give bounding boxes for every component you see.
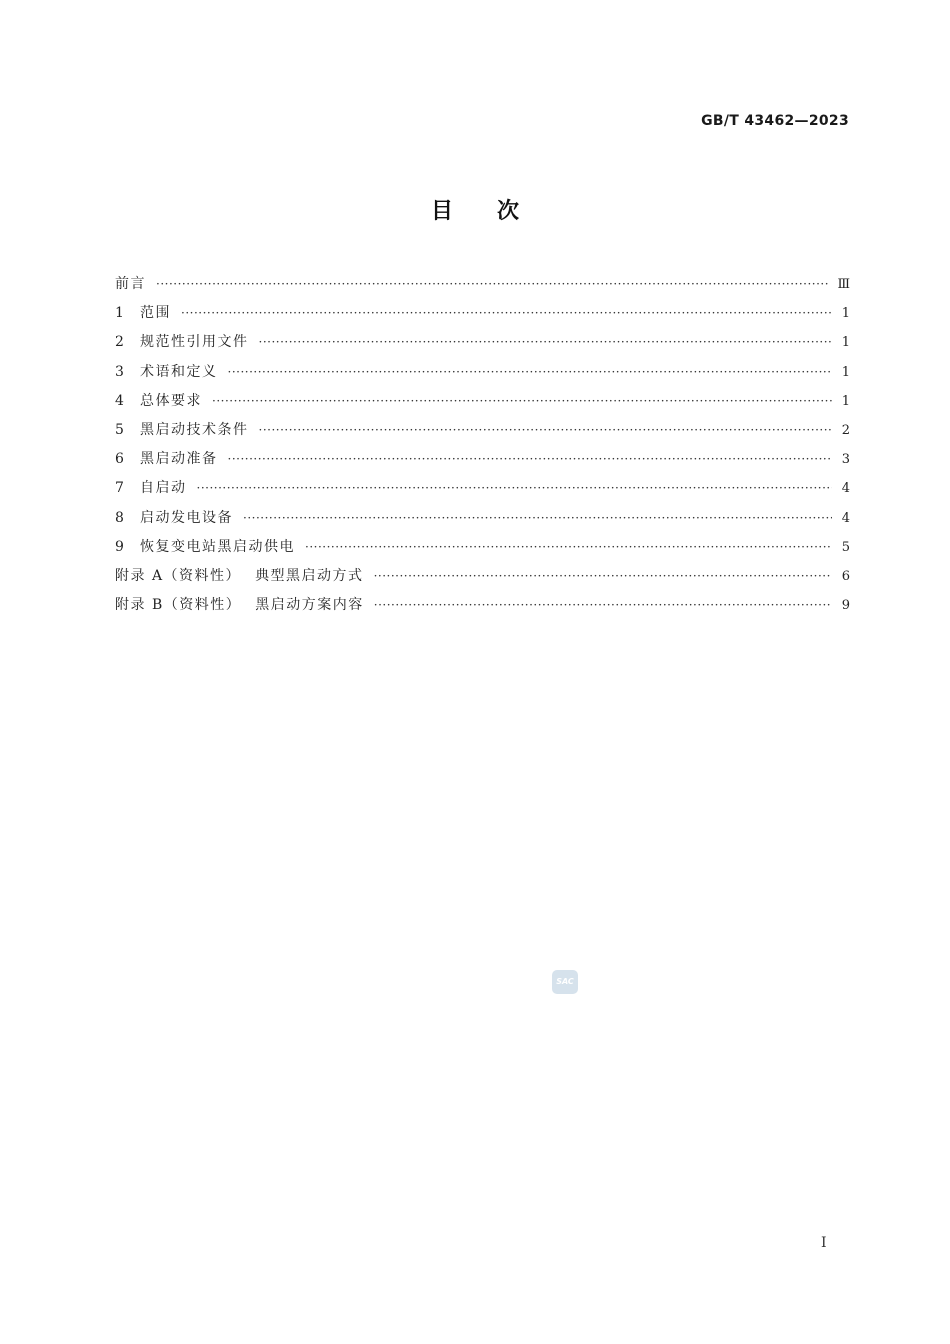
toc-entry-4[interactable] (115, 387, 850, 416)
toc-entry-number: 4 (115, 392, 124, 409)
toc-entry-label: 术语和定义 (140, 363, 218, 380)
toc-entry-foreword[interactable] (115, 270, 850, 299)
toc-entry-label: 规范性引用文件 (140, 334, 249, 351)
toc-leader-dots (228, 358, 833, 387)
toc-entry-1[interactable] (115, 299, 850, 328)
toc-entry-number: 3 (115, 363, 124, 380)
toc-annex-title: 黑启动方案内容 (255, 597, 364, 614)
toc-annex-prefix: 附录 B（资料性） (115, 597, 242, 614)
toc-leader-dots (259, 416, 833, 445)
toc-entry-3[interactable] (115, 358, 850, 387)
toc-entry-annex-a[interactable] (115, 562, 850, 591)
toc-entry-page: 1 (841, 306, 850, 322)
toc-entry-page: 1 (841, 364, 850, 380)
toc-annex-title: 典型黑启动方式 (255, 567, 364, 584)
toc-annex-prefix: 附录 A（资料性） (115, 567, 242, 584)
table-of-contents (115, 270, 850, 620)
toc-entry-6[interactable] (115, 445, 850, 474)
toc-entry-label: 黑启动技术条件 (140, 421, 249, 438)
toc-entry-label: 启动发电设备 (140, 509, 233, 526)
toc-entry-page: 1 (841, 335, 850, 351)
toc-entry-number: 7 (115, 480, 124, 497)
toc-entry-page: 4 (841, 510, 850, 526)
toc-leader-dots (228, 445, 833, 474)
toc-entry-8[interactable] (115, 504, 850, 533)
toc-leader-dots (243, 504, 832, 533)
toc-leader-dots (259, 328, 833, 357)
toc-entry-page: 3 (841, 452, 850, 468)
toc-entry-label: 总体要求 (140, 392, 202, 409)
toc-entry-page: 2 (841, 422, 850, 438)
toc-leader-dots (197, 474, 833, 503)
toc-entry-page: 4 (841, 481, 850, 497)
toc-entry-number: 6 (115, 451, 124, 468)
toc-entry-page: 5 (841, 539, 850, 555)
toc-entry-page: 1 (841, 393, 850, 409)
toc-entry-number: 1 (115, 305, 124, 322)
toc-entry-page: 9 (841, 598, 850, 614)
toc-entry-number: 8 (115, 509, 124, 526)
toc-entry-label (115, 562, 364, 591)
toc-entry-number: 2 (115, 334, 124, 351)
toc-entry-5[interactable] (115, 416, 850, 445)
toc-entry-label: 自启动 (140, 480, 187, 497)
toc-entry-annex-b[interactable] (115, 591, 850, 620)
toc-title: 目次 (430, 199, 563, 224)
toc-leader-dots (181, 299, 832, 328)
toc-entry-label: 恢复变电站黑启动供电 (140, 538, 295, 555)
toc-entry-label (115, 591, 364, 620)
toc-entry-2[interactable] (115, 328, 850, 357)
toc-entry-7[interactable] (115, 474, 850, 503)
toc-entry-label: 前言 (115, 276, 146, 292)
page-number: I (821, 1235, 827, 1251)
toc-leader-dots (305, 533, 832, 562)
toc-entry-number: 5 (115, 421, 124, 438)
standard-number: GB/T 43462—2023 (701, 113, 849, 129)
toc-leader-dots (374, 591, 832, 620)
sac-watermark-logo: SAC (552, 970, 578, 994)
toc-entry-label: 黑启动准备 (140, 451, 218, 468)
toc-entry-page: 6 (841, 568, 850, 584)
toc-entry-number: 9 (115, 538, 124, 555)
toc-leader-dots (374, 562, 832, 591)
toc-entry-page: Ⅲ (837, 277, 850, 292)
toc-leader-dots (212, 387, 832, 416)
toc-entry-label: 范围 (140, 305, 171, 322)
toc-leader-dots (156, 270, 829, 299)
toc-entry-9[interactable] (115, 533, 850, 562)
